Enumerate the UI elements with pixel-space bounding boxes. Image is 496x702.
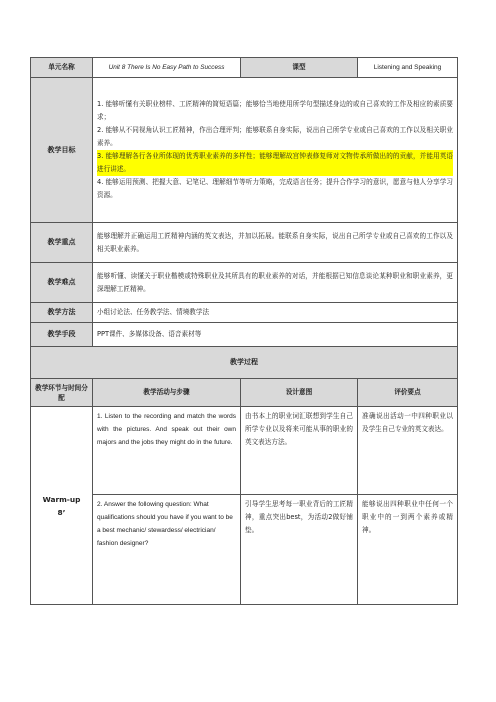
- objective-item: 4. 能够运用预测、把握大意、记笔记、理解细节等听力策略，完成语言任务；提升合作学习的意识，愿意与他人分享学习资源。: [97, 178, 453, 199]
- col-activity-header: 教学活动与步骤: [93, 379, 241, 407]
- difficulties-label: 教学难点: [31, 263, 93, 303]
- lesson-plan-table: [30, 57, 458, 605]
- process-title: 教学过程: [31, 347, 458, 379]
- col-eval-header: 评价要点: [358, 379, 458, 407]
- eval-cell: 准确说出活动一中四种职业以及学生自己专业的英文表达。: [358, 407, 458, 495]
- process-header-row: [31, 379, 458, 407]
- process-row: [31, 495, 458, 605]
- objectives-label: 教学目标: [31, 78, 93, 223]
- intent-cell: 由书本上的职业词汇联想到学生自己所学专业以及将来可能从事的职业的英文表达方法。: [241, 407, 358, 495]
- objectives-content: [93, 78, 458, 223]
- key-points-label: 教学重点: [31, 223, 93, 263]
- type-value: Listening and Speaking: [358, 58, 458, 78]
- key-points-text: 能够理解并正确运用工匠精神内涵的英文表达，并加以拓展。能联系自身实际，说出自己所学专业或自己喜欢的工作以及相关职业素养。: [93, 223, 458, 263]
- unit-value: Unit 8 There Is No Easy Path to Success: [93, 58, 241, 78]
- methods-text: 小组讨论法、任务教学法、情境教学法: [93, 303, 458, 323]
- unit-row: [31, 58, 458, 78]
- stage-time: 8’: [57, 507, 66, 517]
- type-label: 课型: [241, 58, 358, 78]
- methods-row: [31, 303, 458, 323]
- eval-cell: 能够说出四种职业中任何一个职业中的一到两个素养或精神。: [358, 495, 458, 605]
- activity-cell: 1. Listen to the recording and match the words with the pictures. And speak out their own majors and the jobs they might do in the future.: [93, 407, 241, 495]
- stage-name: Warm-up: [42, 494, 81, 504]
- objective-item: 2. 能够从不同视角认识工匠精神，作出合理评判；能够联系自身实际，说出自己所学专业或自己喜欢的工作以及相关职业素养。: [97, 126, 453, 147]
- intent-cell: 引导学生思考每一职业背后的工匠精神，重点突出best，为活动2做好铺垫。: [241, 495, 358, 605]
- stage-cell: [31, 407, 93, 605]
- difficulties-text: 能够听懂、读懂关于职业楷模或特殊职业及其所具有的职业素养的对话，并能根据已知信息谈论某种职业和职业素养，更深理解工匠精神。: [93, 263, 458, 303]
- process-row: [31, 407, 458, 495]
- col-intent-header: 设计意图: [241, 379, 358, 407]
- objective-item-highlighted: 3. 能够理解各行各业所体现的优秀职业素养的多样性；能够理解故宫钟表修复师对文物传承所做出的的贡献，并能用英语进行讲述。: [97, 150, 453, 176]
- difficulties-row: [31, 263, 458, 303]
- process-title-row: [31, 347, 458, 379]
- objective-item: 1. 能够听懂有关职业榜样、工匠精神的简短语篇；能够恰当地使用所学句型描述身边的或自己喜欢的工作及相应的素质要求；: [97, 100, 453, 121]
- activity-cell: 2. Answer the following question: What qualifications should you have if you want to be a best mechanic/ stewardess/ electrician/ fashion designer?: [93, 495, 241, 605]
- unit-label: 单元名称: [31, 58, 93, 78]
- means-label: 教学手段: [31, 323, 93, 347]
- methods-label: 教学方法: [31, 303, 93, 323]
- means-text: PPT课件、多媒体设备、语音素材等: [93, 323, 458, 347]
- key-points-row: [31, 223, 458, 263]
- objectives-row: [31, 78, 458, 223]
- col-stage-header: 教学环节与时间分配: [31, 379, 93, 407]
- means-row: [31, 323, 458, 347]
